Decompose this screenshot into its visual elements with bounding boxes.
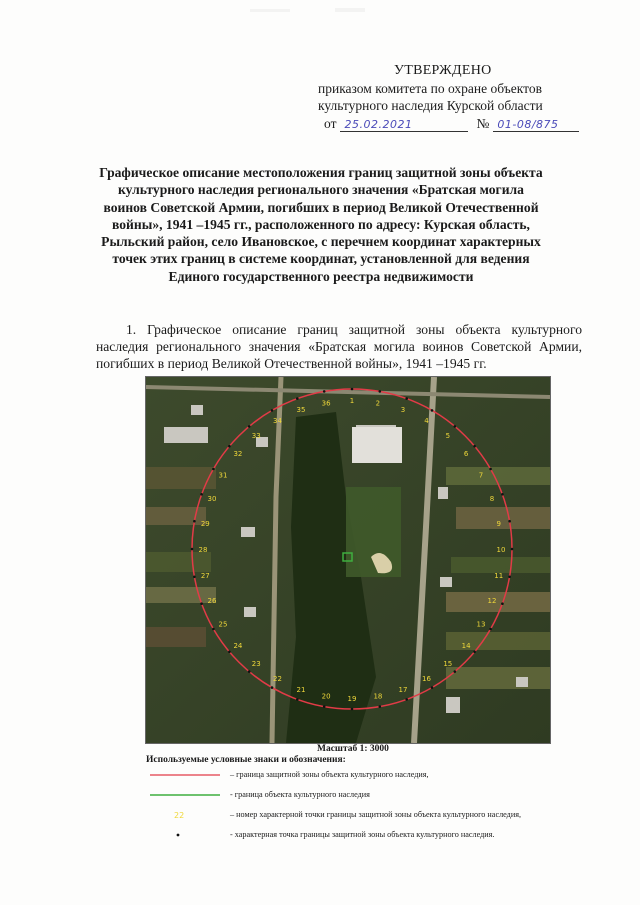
boundary-point [271, 409, 274, 412]
boundary-point [248, 425, 251, 428]
date-value: 25.02.2021 [344, 118, 413, 131]
point-number-sample: 22 [174, 811, 185, 820]
number-sign: № [476, 116, 490, 131]
point-label: 33 [251, 431, 261, 440]
boundary-point [296, 698, 299, 701]
boundary-point [296, 397, 299, 400]
approval-line-2: культурного наследия Курской области [318, 98, 543, 113]
boundary-point [212, 628, 215, 631]
point-label: 22 [273, 675, 282, 683]
boundary-point [501, 602, 504, 605]
boundary-point [508, 520, 511, 523]
scan-noise [240, 6, 400, 16]
point-label: 6 [463, 450, 469, 459]
point-label: 14 [461, 641, 471, 650]
boundary-point [248, 670, 251, 673]
point-label: 23 [251, 660, 261, 669]
point-label: 9 [496, 520, 501, 529]
point-label: 25 [218, 620, 228, 629]
section-paragraph [96, 321, 582, 373]
boundary-point [212, 468, 215, 471]
point-label: 32 [233, 450, 243, 459]
point-label: 35 [296, 406, 306, 414]
point-label: 17 [398, 686, 408, 694]
point-label: 12 [487, 597, 497, 605]
point-label: 34 [273, 417, 282, 425]
boundary-point [473, 445, 476, 448]
approval-line-1: приказом комитета по охране объектов [318, 81, 542, 96]
boundary-point [191, 548, 194, 551]
date-field [340, 117, 468, 132]
point-label: 3 [400, 406, 406, 414]
boundary-point [431, 686, 434, 689]
boundary-point [228, 651, 231, 654]
point-label: 2 [375, 399, 381, 408]
green-line-icon [148, 788, 222, 802]
point-label: 30 [207, 495, 217, 503]
point-label: 10 [496, 546, 506, 554]
central-building [352, 427, 402, 463]
boundary-point [271, 686, 274, 689]
approval-title: УТВЕРЖДЕНО [394, 63, 492, 78]
point-label: 28 [198, 546, 208, 554]
boundary-point [454, 670, 457, 673]
legend-item-point [148, 828, 568, 842]
point-label: 15 [443, 660, 453, 669]
document-heading: Графическое описание местоположения границ защитной зоны объекта культурного наследия регионального значения «Братская могила воинов Советской Армии, погибших в период Великой Отечественной войны», 1941 –1945 гг., расположенного по адресу: Курская область, Рыльский район, село Ивановское, с перечнем координат характерных точек этих границ в системе координат, установленной для ведения Единого государственного реестра недвижимости [99, 165, 543, 284]
boundary-point [323, 390, 326, 393]
point-label: 19 [347, 695, 357, 703]
dot-icon [148, 828, 222, 842]
number-value: 01-08/875 [497, 118, 559, 131]
point-label: 18 [373, 692, 383, 701]
point-label: 31 [218, 471, 228, 480]
boundary-point [489, 468, 492, 471]
date-prefix: от [324, 116, 337, 131]
boundary-point [511, 548, 514, 551]
boundary-point [351, 708, 354, 711]
legend-item-object [148, 788, 568, 802]
legend-item-point-number [148, 808, 568, 822]
boundary-point [193, 576, 196, 579]
number-field [493, 117, 579, 132]
point-number-icon [148, 808, 222, 822]
boundary-point [200, 602, 203, 605]
point-label: 21 [296, 686, 306, 694]
map-image [146, 377, 550, 743]
point-label: 24 [233, 641, 243, 650]
legend-text-object: - граница объекта культурного наследия [230, 790, 370, 799]
point-label: 5 [445, 431, 451, 440]
boundary-point [405, 698, 408, 701]
boundary-point [405, 397, 408, 400]
boundary-point [379, 705, 382, 708]
legend-text-zone: – граница защитной зоны объекта культурного наследия, [230, 770, 429, 779]
legend-text-point-number: – номер характерной точки границы защитной зоны объекта культурного наследия, [230, 810, 522, 819]
approval-date-line [318, 115, 618, 132]
boundary-point [508, 576, 511, 579]
point-label: 1 [349, 397, 355, 405]
boundary-point [489, 628, 492, 631]
map-scale: Масштаб 1: 3000 [317, 744, 389, 754]
point-label: 29 [200, 520, 210, 529]
paragraph-text: 1. Графическое описание границ защитной зоны объекта культурного наследия регионального значения «Братская могила воинов Советской Армии, погибших в период Великой Отечественной войны», 1941 –1945 гг. [96, 322, 582, 372]
boundary-point [200, 493, 203, 496]
point-label: 16 [422, 675, 431, 683]
point-label: 4 [424, 417, 429, 425]
point-label: 27 [200, 571, 210, 580]
boundary-point [431, 409, 434, 412]
legend-text-point: - характерная точка границы защитной зоны объекта культурного наследия. [230, 830, 495, 839]
legend-item-zone [148, 768, 568, 782]
point-label: 26 [207, 597, 217, 605]
boundary-point [351, 388, 354, 391]
boundary-point [501, 493, 504, 496]
park-clearing [346, 487, 401, 577]
point-label: 36 [321, 399, 331, 408]
point-label: 7 [478, 471, 484, 480]
protection-zone-map [145, 376, 551, 744]
boundary-point [379, 390, 382, 393]
point-label: 13 [476, 620, 486, 629]
approval-block [318, 62, 618, 132]
point-label: 11 [494, 571, 504, 580]
red-line-icon [148, 768, 222, 782]
boundary-point [193, 520, 196, 523]
point-label: 8 [489, 495, 495, 503]
boundary-point [228, 445, 231, 448]
boundary-point [454, 425, 457, 428]
point-label: 20 [321, 692, 331, 701]
boundary-point [323, 705, 326, 708]
legend-title: Используемые условные знаки и обозначения: [146, 755, 346, 765]
boundary-point [473, 651, 476, 654]
